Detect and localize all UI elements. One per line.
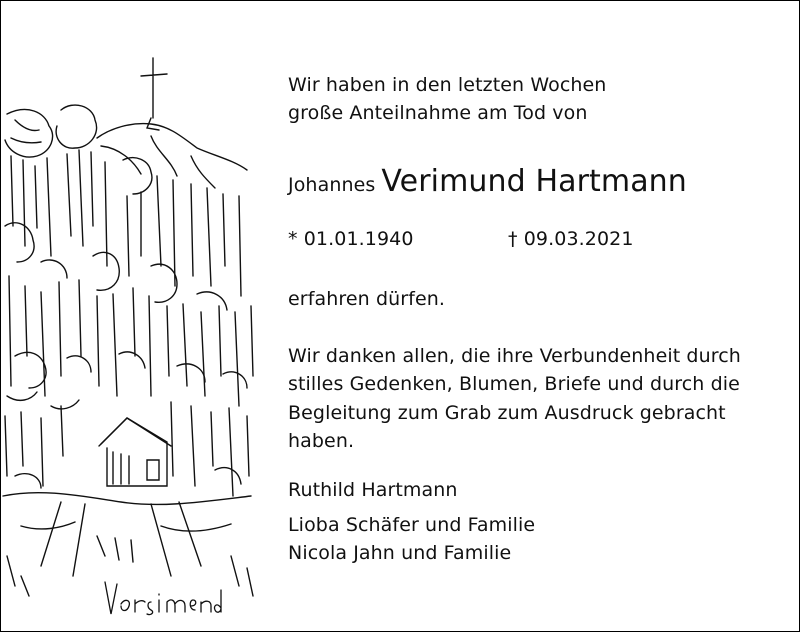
birth-date: * 01.01.1940 (288, 228, 414, 250)
artist-signature (101, 576, 231, 621)
signatory: Nicola Jahn und Familie (288, 542, 512, 564)
closing-line: erfahren dürfen. (288, 288, 446, 310)
intro-line-2: große Anteilnahme am Tod von (288, 102, 588, 124)
signatory: Lioba Schäfer und Familie (288, 514, 536, 536)
intro-line-1: Wir haben in den letzten Wochen (288, 74, 607, 96)
deceased-main-name: Verimund Hartmann (381, 164, 687, 199)
deceased-first-name: Johannes (288, 174, 376, 196)
thanks-paragraph: Wir danken allen, die ihre Verbundenheit durch stilles Gedenken, Blumen, Briefe und durch die Begleitung zum Grab zum Ausdruck gebracht haben. (288, 345, 741, 452)
death-date: † 09.03.2021 (508, 228, 634, 250)
deceased-name (288, 164, 687, 203)
mountain-chapel-sketch (1, 56, 261, 631)
signatory: Ruthild Hartmann (288, 479, 458, 501)
